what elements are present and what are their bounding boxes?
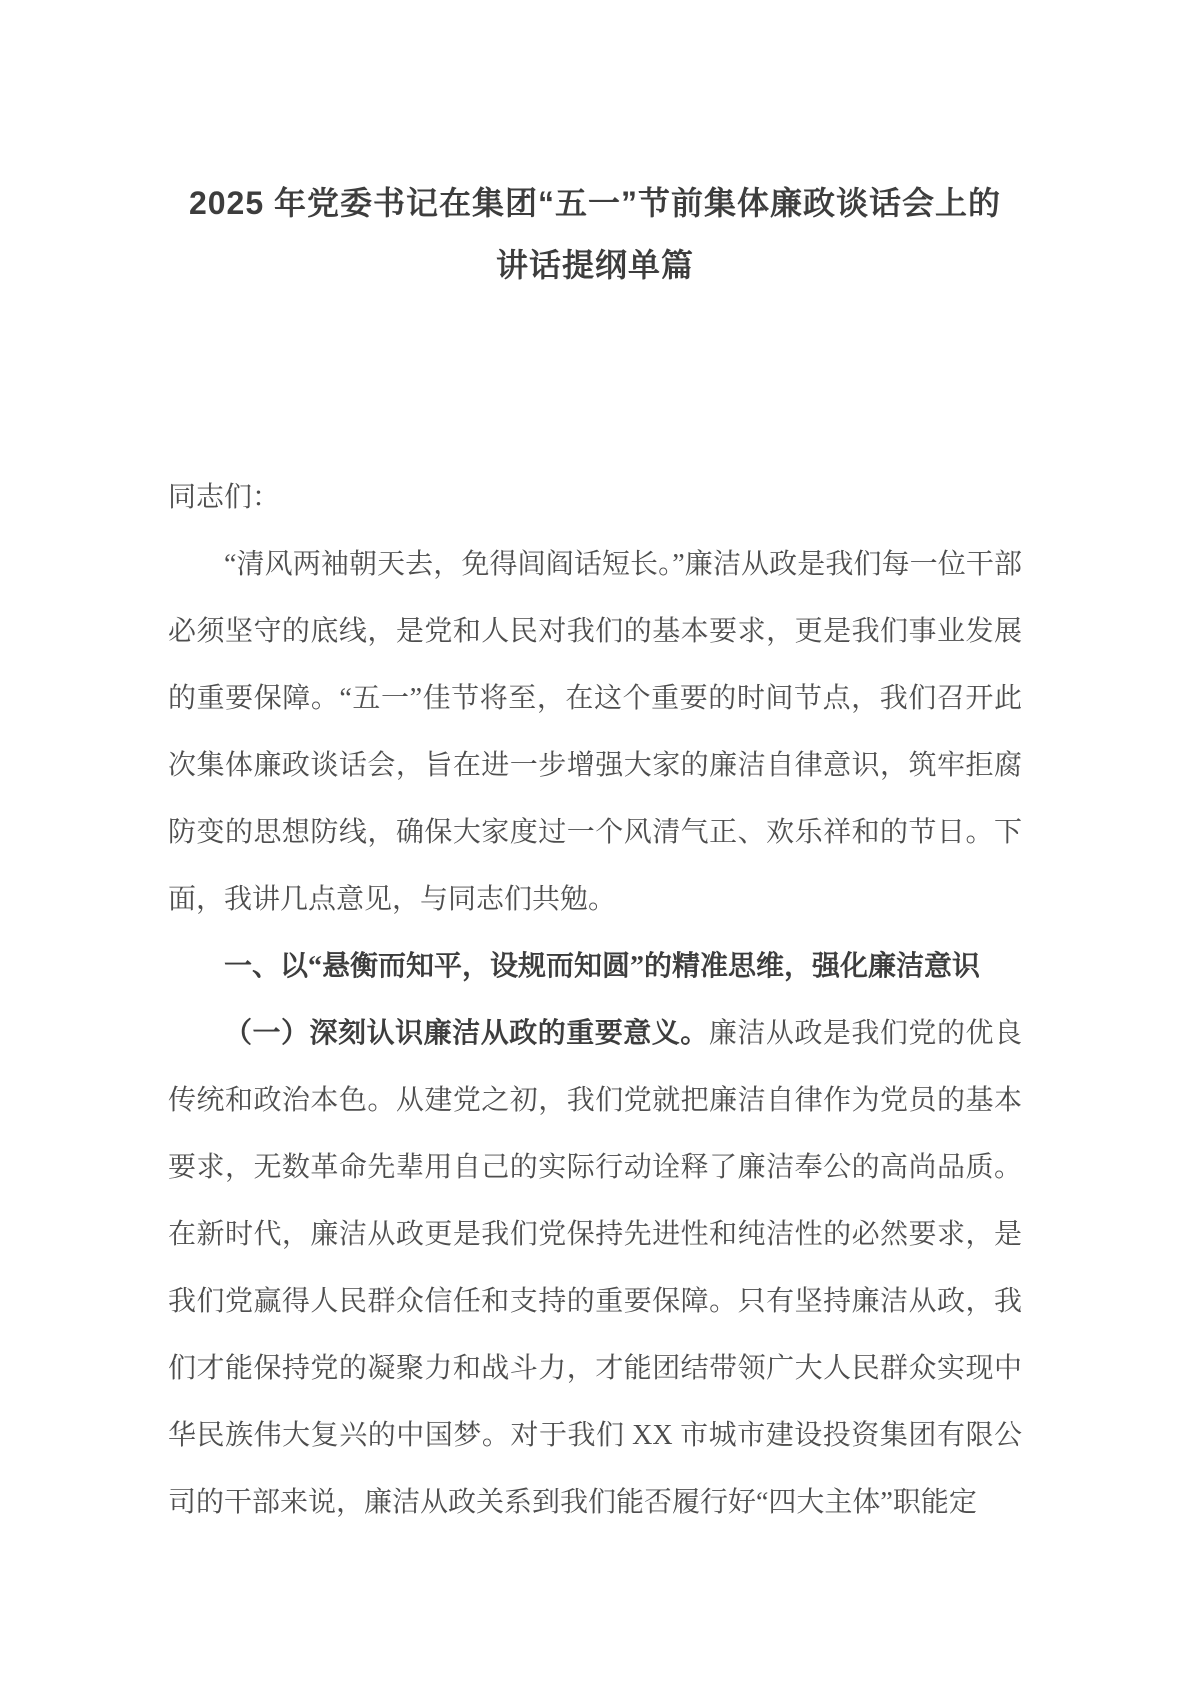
document-body bbox=[168, 464, 1022, 1536]
body-paragraph-2-bold-lead: （一）深刻认识廉洁从政的重要意义。 bbox=[224, 1018, 709, 1049]
body-paragraph-1: “清风两袖朝天去，免得闾阎话短长。”廉洁从政是我们每一位干部必须坚守的底线，是党和人民对我们的基本要求，更是我们事业发展的重要保障。“五一”佳节将至，在这个重要的时间节点，我们召开此次集体廉政谈话会，旨在进一步增强大家的廉洁自律意识，筑牢拒腐防变的思想防线，确保大家度过一个风清气正、欢乐祥和的节日。下面，我讲几点意见，与同志们共勉。 bbox=[168, 549, 1022, 915]
body-paragraph-2 bbox=[168, 1000, 1022, 1536]
document-title-line-2: 讲话提纲单篇 bbox=[495, 247, 694, 283]
section-heading-1: 一、以“悬衡而知平，设规而知圆”的精准思维，强化廉洁意识 bbox=[224, 951, 981, 982]
salutation-paragraph: 同志们： bbox=[168, 482, 281, 513]
document-title-line-1: 2025 年党委书记在集团“五一”节前集体廉政谈话会上的 bbox=[188, 185, 1002, 221]
document-title bbox=[130, 172, 1060, 296]
body-paragraph-2-text: 廉洁从政是我们党的优良传统和政治本色。从建党之初，我们党就把廉洁自律作为党员的基本要求，无数革命先辈用自己的实际行动诠释了廉洁奉公的高尚品质。在新时代，廉洁从政更是我们党保持先进性和纯洁性的必然要求，是我们党赢得人民群众信任和支持的重要保障。只有坚持廉洁从政，我们才能保持党的凝聚力和战斗力，才能团结带领广大人民群众实现中华民族伟大复兴的中国梦。对于我们 XX 市城市建设投资集团有限公司的干部来说，廉洁从政关系到我们能否履行好“四大主体”职能定 bbox=[168, 1018, 1022, 1518]
